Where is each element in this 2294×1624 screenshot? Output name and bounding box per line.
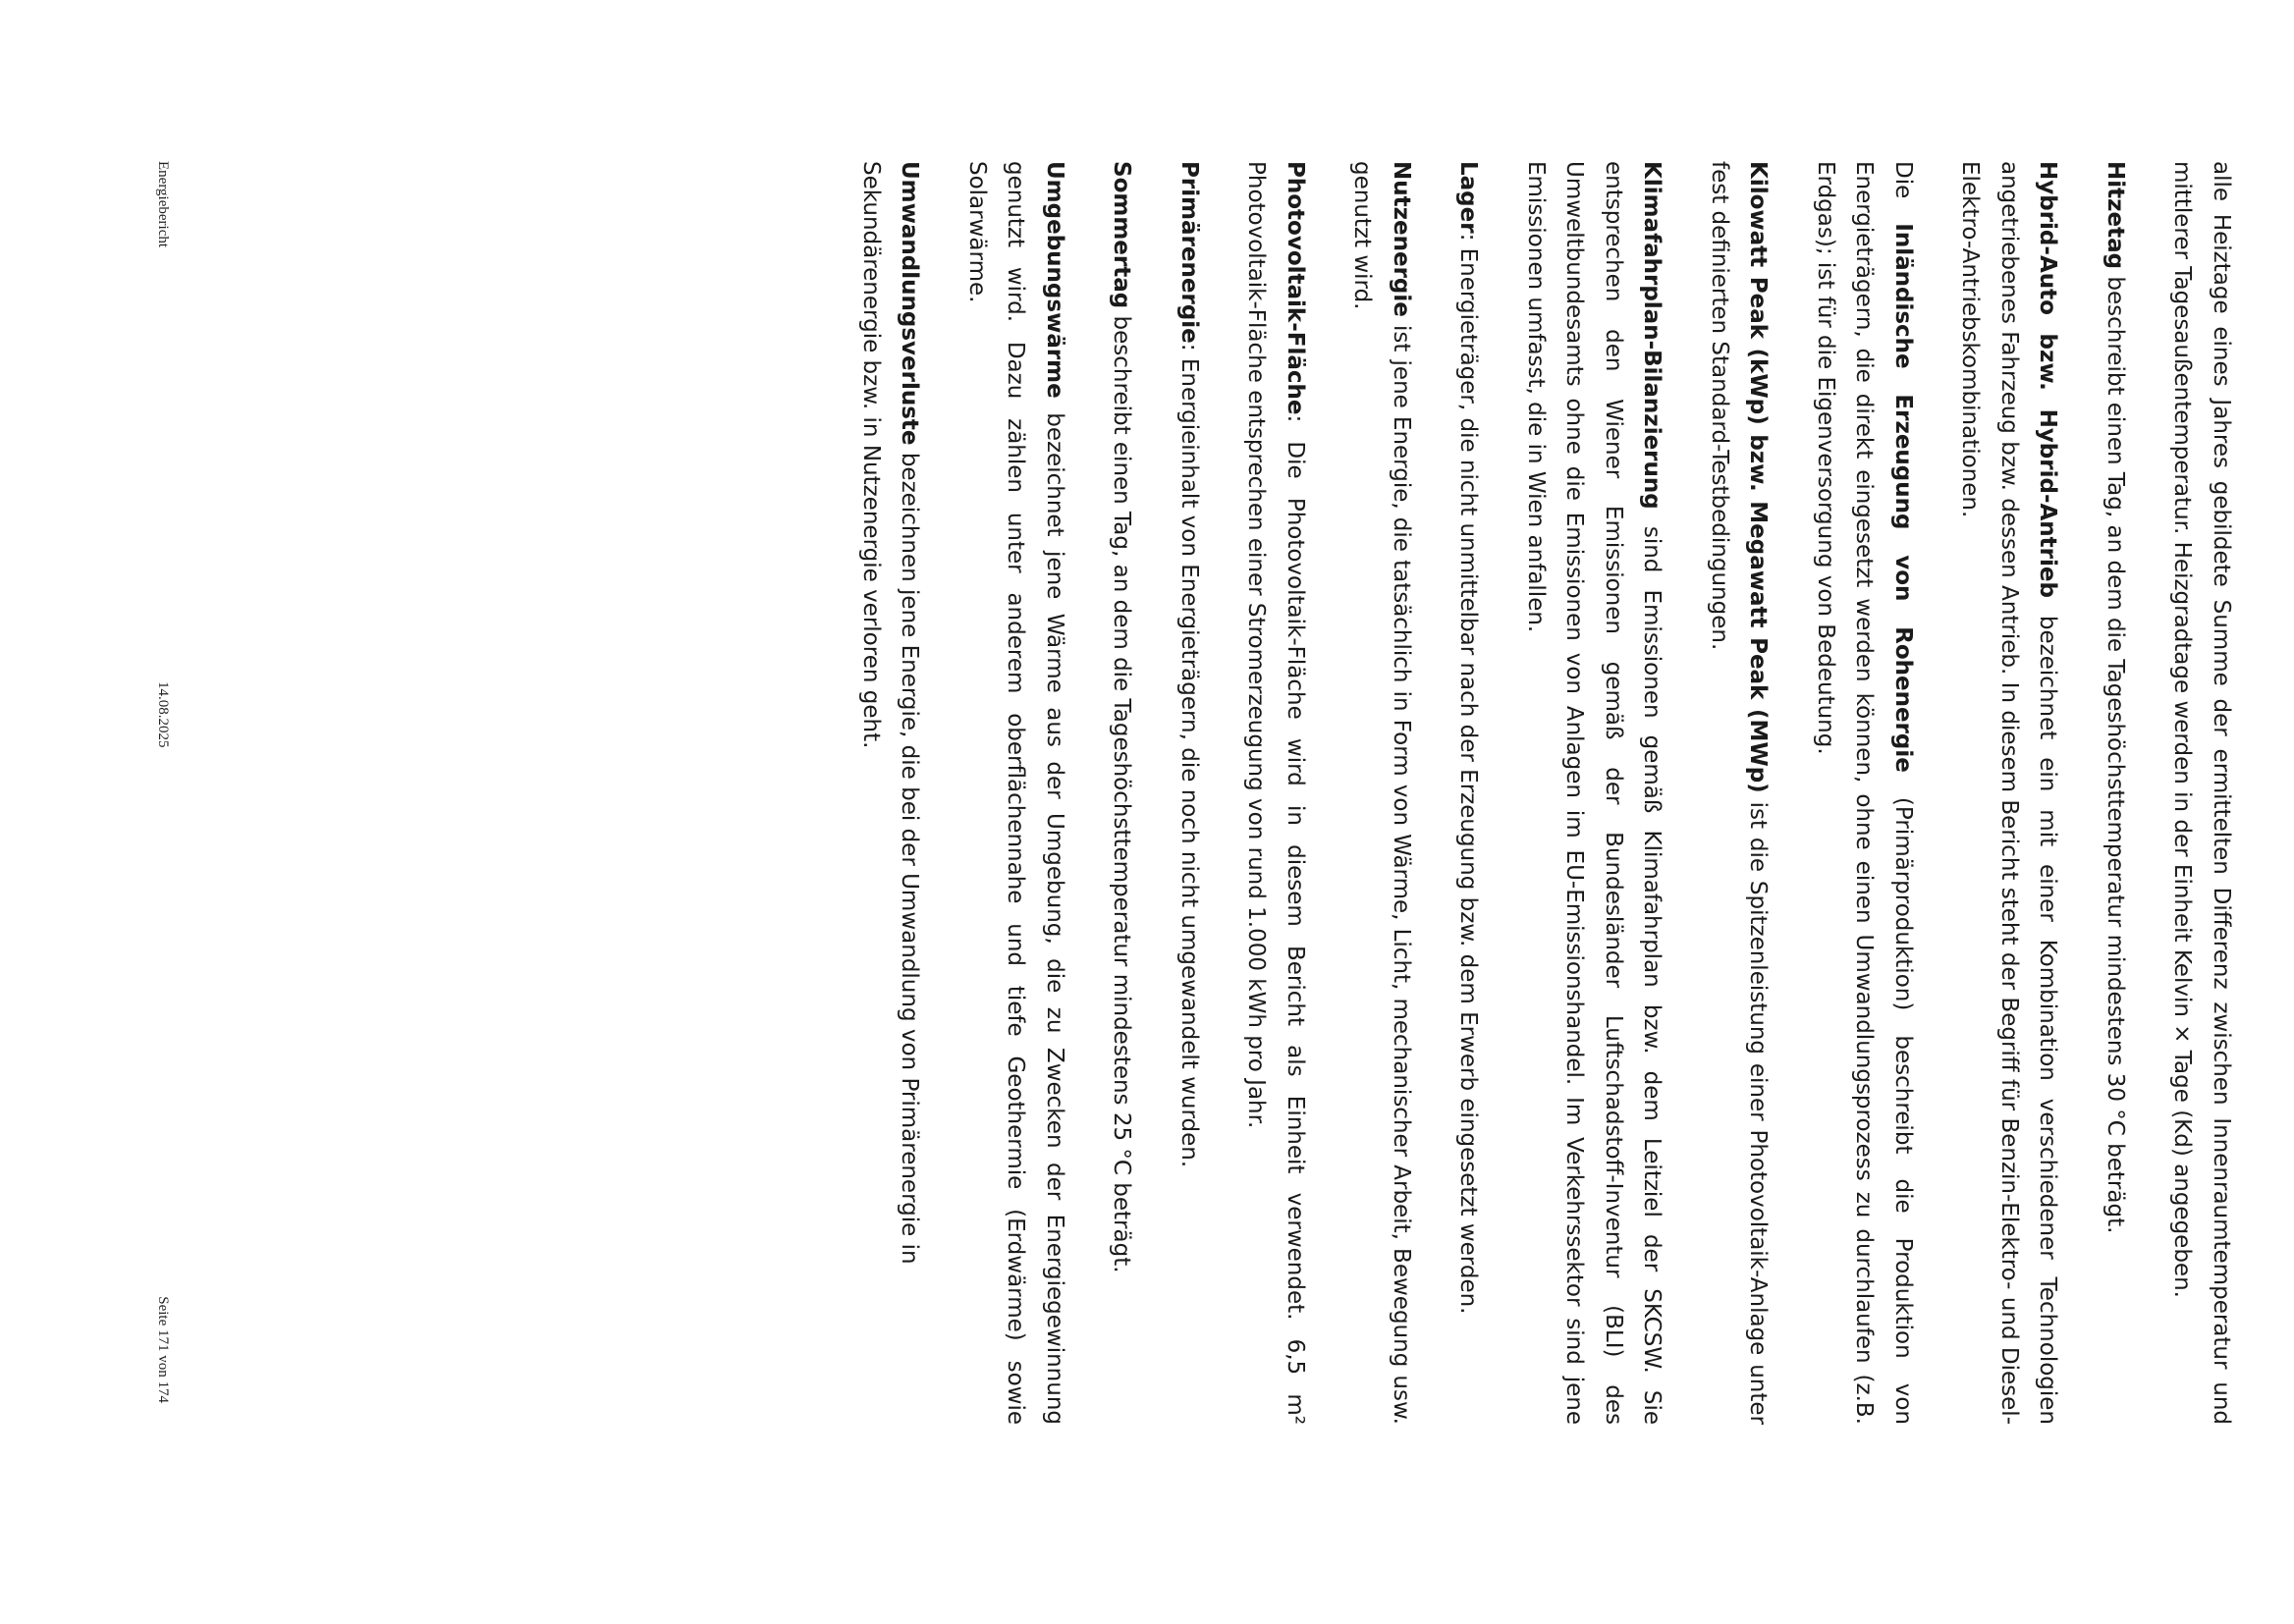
entry-text: bezeichnen jene Energie, die bei der Umwandlung von Primärenergie in Sekundärenergie bzw. in Nutzenergie verloren geht. bbox=[858, 161, 923, 1265]
entry-term: Nutzenergie bbox=[1389, 161, 1414, 317]
entry-text: bezeichnet ein mit einer Kombination verschiedener Technologien angetriebenes Fahrzeug bzw. dessen Antrieb. In diesem Bericht steht der Begriff für Benzin-Elektro- und Diesel-Elektro-Antriebskombinationen. bbox=[1957, 161, 2061, 1425]
glossary-entry-nutzenergie bbox=[1342, 161, 1420, 1425]
glossary-entry-hitzetag bbox=[2096, 161, 2135, 1425]
entry-term: Umgebungswärme bbox=[1042, 161, 1067, 399]
entry-text: sind Emissionen gemäß Klimafahrplan bzw. dem Leitziel der SKCSW. Sie entsprechen den Wiener Emissionen gemäß der Bundesländer Luftschadstoff-Inventur (BLI) des Umweltbundesamts ohne die Emissionen von Anlagen im EU-Emissionshandel. Im Verkehrssektor sind jene Emissionen umfasst, die in Wien anfallen. bbox=[1523, 161, 1666, 1425]
entry-text: : Energieinhalt von Energieträgern, die noch nicht umgewandelt wurden. bbox=[1176, 343, 1202, 1168]
glossary-entry-sommertag bbox=[1102, 161, 1141, 1425]
glossary-entry-lager bbox=[1448, 161, 1488, 1425]
glossary-entry-klimafahrplan bbox=[1516, 161, 1671, 1425]
entry-term: Photovoltaik-Fläche bbox=[1283, 161, 1308, 415]
entry-text: alle Heiztage eines Jahres gebildete Summe der ermittelten Differenz zwischen Innenraumtemperatur und mittlerer Tagesaußentemperatur. Heizgradtage werden in der Einheit Kelvin × Tage (Kd) angegeben. bbox=[2169, 161, 2234, 1425]
page-footer bbox=[147, 161, 171, 1425]
glossary-content bbox=[823, 161, 2241, 1425]
entry-text: bezeichnet jene Wärme aus der Umgebung, die zu Zwecken der Energiegewinnung genutzt wird. Dazu zählen unter anderem oberflächennahe und tiefe Geothermie (Erdwärme) sowie Solarwärme. bbox=[964, 161, 1067, 1425]
glossary-entry-hybrid bbox=[1950, 161, 2067, 1425]
entry-term: Kilowatt Peak (kWp) bzw. Megawatt Peak (MWp) bbox=[1745, 161, 1772, 793]
entry-prefix: Die bbox=[1890, 161, 1916, 224]
footer-page-number: Seite 171 von 174 bbox=[155, 1296, 171, 1403]
glossary-entry-umgebungswaerme bbox=[957, 161, 1074, 1425]
glossary-entry-kilowatt-peak bbox=[1700, 161, 1777, 1425]
glossary-entry-heizgradtage-continued bbox=[2162, 161, 2240, 1425]
entry-term: Hybrid-Auto bzw. Hybrid-Antrieb bbox=[2035, 161, 2061, 598]
entry-term: Hitzetag bbox=[2103, 161, 2128, 270]
entry-term: Klimafahrplan-Bilanzierung bbox=[1639, 161, 1666, 510]
entry-term: Umwandlungsverluste bbox=[897, 161, 923, 446]
entry-term: Inländische Erzeugung von Rohenergie bbox=[1890, 223, 1916, 773]
entry-text: : Die Photovoltaik-Fläche wird in diesem Bericht als Einheit verwendet. 6,5 m² Photovoltaik-Fläche entsprechen einer Stromerzeugung von rund 1.000 kWh pro Jahr. bbox=[1243, 161, 1308, 1425]
entry-text: : Energieträger, die nicht unmittelbar nach der Erzeugung bzw. dem Erwerb eingesetzt werden. bbox=[1455, 233, 1482, 1315]
entry-text: beschreibt einen Tag, an dem die Tageshöchsttemperatur mindestens 30 °C beträgt. bbox=[2103, 269, 2128, 1234]
glossary-entry-primaerenergie bbox=[1170, 161, 1209, 1425]
entry-text: beschreibt einen Tag, an dem die Tageshöchsttemperatur mindestens 25 °C beträgt. bbox=[1109, 308, 1135, 1273]
entry-text: ist die Spitzenleistung einer Photovoltaik-Anlage unter fest definierten Standard-Testbedingungen. bbox=[1707, 161, 1772, 1426]
glossary-entry-inlaendische-erzeugung bbox=[1806, 161, 1923, 1425]
glossary-entry-umwandlungsverluste bbox=[851, 161, 929, 1425]
footer-document-title: Energiebericht bbox=[155, 161, 171, 248]
entry-term: Primärenergie bbox=[1176, 161, 1202, 344]
entry-term: Lager bbox=[1455, 161, 1482, 234]
glossary-entry-photovoltaik-flaeche bbox=[1236, 161, 1314, 1425]
entry-text: (Primärproduktion) beschreibt die Produktion von Energieträgern, die direkt eingesetzt werden können, ohne einen Umwandlungsprozess zu durchlaufen (z.B. Erdgas); ist für die Eigenversorgung von Bedeutung. bbox=[1813, 161, 1916, 1426]
entry-term: Sommertag bbox=[1109, 161, 1135, 309]
footer-date: 14.08.2025 bbox=[155, 681, 171, 748]
entry-text: ist jene Energie, die tatsächlich in Form von Wärme, Licht, mechanischer Arbeit, Bewegung usw. genutzt wird. bbox=[1349, 161, 1414, 1425]
